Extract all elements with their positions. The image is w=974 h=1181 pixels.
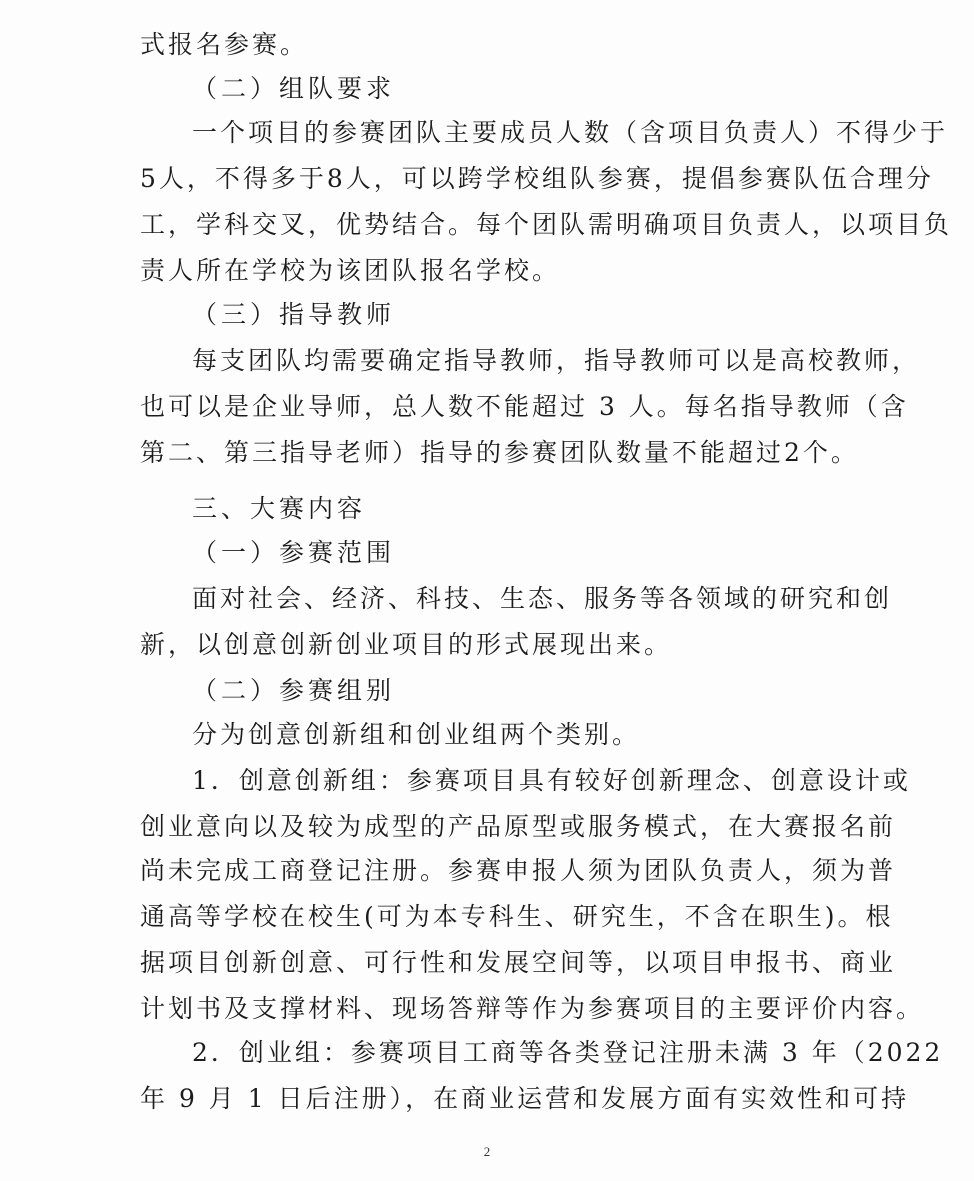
- section-heading: 三、大赛内容: [192, 494, 367, 523]
- section-heading: （一）参赛范围: [192, 538, 396, 567]
- text-line: 新，以创意创新创业项目的形式展现出来。: [140, 630, 673, 659]
- text-line: 式报名参赛。: [140, 30, 309, 59]
- text-line: 分为创意创新组和创业组两个类别。: [192, 720, 641, 749]
- text-line: 尚未完成工商登记注册。参赛申报人须为团队负责人，须为普: [140, 856, 897, 885]
- page-number: 2: [483, 1144, 491, 1159]
- text-line: 1．创意创新组：参赛项目具有较好创新理念、创意设计或: [192, 766, 911, 795]
- text-line: 工，学科交叉，优势结合。每个团队需明确项目负责人，以项目负: [140, 210, 953, 239]
- section-heading: （二）组队要求: [192, 74, 396, 103]
- text-line: 通高等学校在校生(可为本专科生、研究生，不含在职生)。根: [140, 902, 894, 931]
- text-line: 第二、第三指导老师）指导的参赛团队数量不能超过2个。: [140, 438, 859, 467]
- text-line: 责人所在学校为该团队报名学校。: [140, 256, 561, 285]
- section-heading: （三）指导教师: [192, 300, 396, 329]
- text-line: 面对社会、经济、科技、生态、服务等各领域的研究和创: [192, 584, 893, 613]
- text-line: 据项目创新创意、可行性和发展空间等，以项目申报书、商业: [140, 948, 897, 977]
- text-line: 5人，不得多于8人，可以跨学校组队参赛，提倡参赛队伍合理分: [140, 164, 934, 193]
- text-line: 2．创业组：参赛项目工商等各类登记注册未满 3 年（2022: [192, 1038, 944, 1067]
- text-line: 创业意向以及较为成型的产品原型或服务模式，在大赛报名前: [140, 812, 897, 841]
- text-line: 一个项目的参赛团队主要成员人数（含项目负责人）不得少于: [192, 118, 949, 147]
- text-line: 计划书及支撑材料、现场答辩等作为参赛项目的主要评价内容。: [140, 994, 925, 1023]
- text-line: 每支团队均需要确定指导教师，指导教师可以是高校教师，: [192, 346, 921, 375]
- text-line: 年 9 月 1 日后注册），在商业运营和发展方面有实效性和可持: [140, 1084, 910, 1113]
- text-line: 也可以是企业导师，总人数不能超过 3 人。每名指导教师（含: [140, 392, 909, 421]
- section-heading: （二）参赛组别: [192, 676, 396, 705]
